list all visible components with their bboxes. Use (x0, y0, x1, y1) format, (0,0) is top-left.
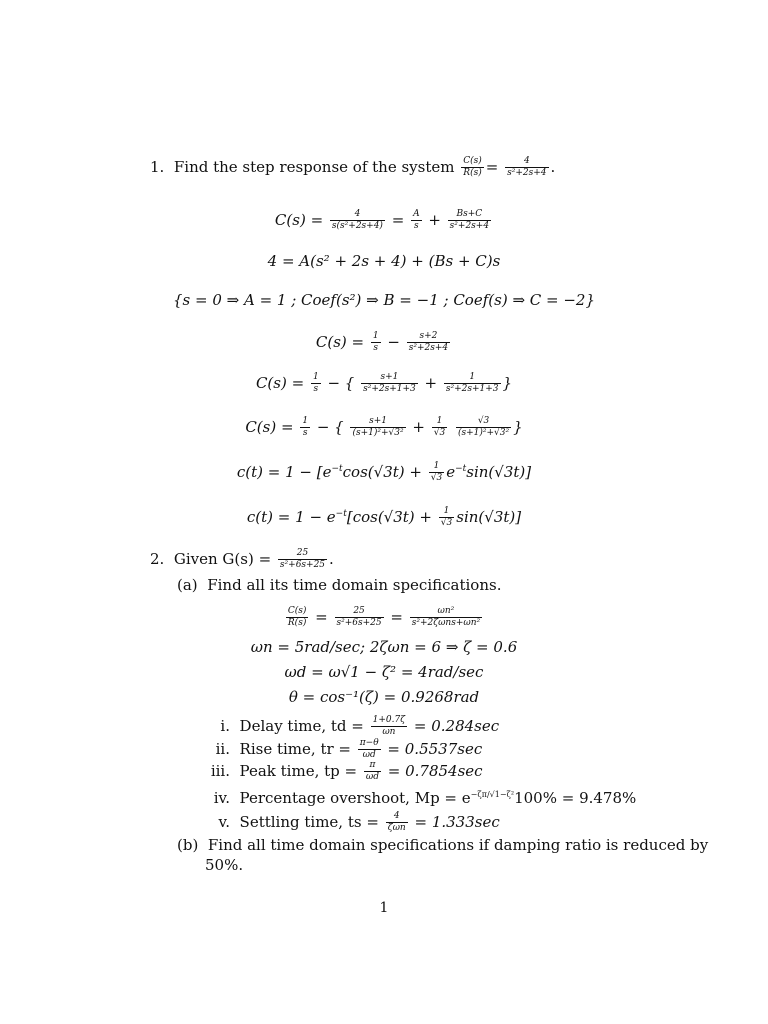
equation-coefficient-expansion: 4 = A(s² + 2s + 4) + (Bs + C)s (267, 252, 501, 270)
part-a-text: Find all its time domain specifications. (207, 576, 502, 594)
equation-standard-form: $\frac{C(s)}{R(s)}$ = $\frac{25}{\text{s²+6s+25}}$ = $\frac{\text{ωn²}}{\text{s²+2ζωns+ωn²}}$ (287, 606, 481, 629)
spec-item-settling-time: v. Settling time, ts = $\frac{4}{\text{ζωn}}$ = 1.333sec (218, 811, 500, 834)
tf-rhs-fraction: $\frac{4}{\text{s²+2s+4}}$ (507, 156, 547, 179)
part-b-label: (b) (177, 836, 199, 854)
page-number: 1 (379, 900, 389, 916)
equation-cs-split: C(s) = $\frac{1}{s}$ − { $\frac{s+1}{\text{s²+2s+1+3}}$ + $\frac{1}{\text{s²+2s+1+3}}$ } (255, 372, 513, 395)
part-b-heading (177, 838, 708, 853)
part-a-heading (177, 578, 501, 593)
equation-cs-completed-square: C(s) = $\frac{1}{s}$ − { $\frac{s+1}{\text{(s+1)²+√3²}}$ + $\frac{1}{√3}$ $\frac{√3}{\text{(s+1)²+√3²}}$ } (245, 416, 523, 439)
equation-theta: θ = cos⁻¹(ζ) = 0.9268rad (288, 688, 480, 706)
part-a-label: (a) (177, 576, 198, 594)
equation-coefficient-solution: {s = 0 ⇒ A = 1 ; Coef(s²) ⇒ B = −1 ; Coef(s) ⇒ C = −2} (172, 291, 596, 309)
problem-2-intro: Given G(s) = (173, 549, 272, 568)
problem-2-statement: 2. Given G(s) = $\frac{25}{\text{s²+6s+25}}$ . (150, 548, 334, 571)
spec-item-delay-time: i. Delay time, td = $\frac{1+0.7\zeta}{\omega n}$ = 0.284sec (220, 715, 500, 738)
problem-1-statement: 1. Find the step response of the system $\frac{C(s)}{R(s)}$ = $\frac{4}{\text{s²+2s+4}}$ . (150, 156, 556, 179)
problem-1-number: 1. (150, 157, 165, 176)
spec-item-peak-time: iii. Peak time, tp = $\frac{\pi}{\omega d}$ = 0.7854sec (210, 760, 483, 783)
equation-wn-zeta: ωn = 5rad/sec; 2ζωn = 6 ⇒ ζ = 0.6 (250, 638, 518, 656)
equation-ct-final: $c(t) = 1 - e^{-t}[\cos(√3t)$ + $\frac{1}{√3}$ sin(√3t)] (246, 506, 522, 529)
equation-partial-fraction-setup: C(s) = $\frac{4}{\text{s(s²+2s+4)}}$ = $\frac{A}{s}$ + $\frac{Bs+C}{\text{s²+2s+4}}$ (274, 209, 490, 232)
spec-item-percentage-overshoot: iv. Percentage overshoot, $Mp = e^{-\zeta\pi/√1-\zeta^2}100\% = 9.478\%$ (213, 789, 637, 807)
equation-wd: ωd = ω√1 − ζ² = 4rad/sec (284, 663, 484, 681)
tf-lhs-fraction: $\frac{C(s)}{R(s)}$ (463, 156, 482, 179)
problem-2-number: 2. (150, 549, 165, 568)
part-b-text-line2: 50%. (205, 856, 244, 874)
problem-1-intro: Find the step response of the system (173, 157, 455, 176)
spec-item-rise-time: ii. Rise time, tr = $\frac{\pi-\theta}{\omega d}$ = 0.5537sec (215, 738, 483, 761)
gs-fraction: $\frac{25}{\text{s²+6s+25}}$ (279, 548, 326, 571)
part-b-text-line1: Find all time domain specifications if damping ratio is reduced by (207, 836, 709, 854)
equation-ct-inverse-laplace: $c(t) = 1 - [e^{-t}\cos(√3t)$ + $\frac{1}{√3}$ $e^{-t}\sin(√3t)$] (236, 461, 532, 484)
equation-cs-decomposed: C(s) = $\frac{1}{s}$ − $\frac{s+2}{\text{s²+2s+4}}$ (315, 331, 449, 354)
